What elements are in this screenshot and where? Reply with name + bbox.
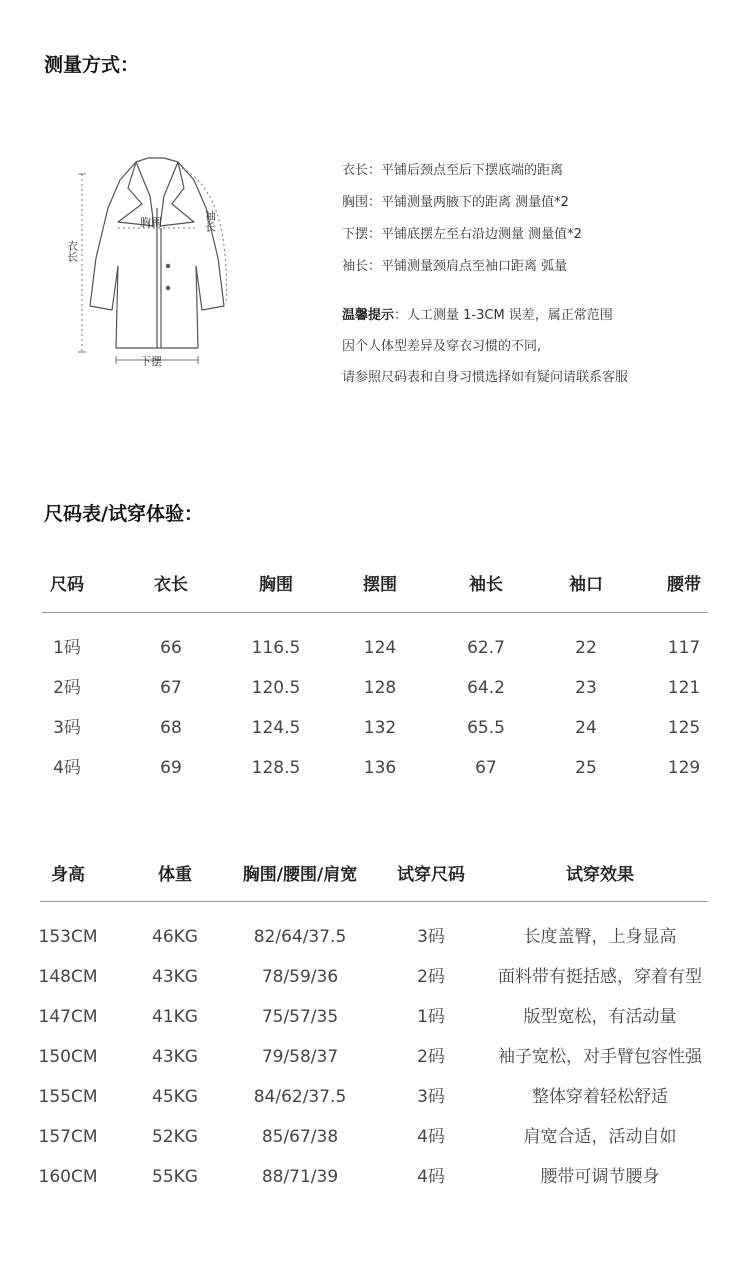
table-row	[0, 1042, 750, 1072]
header-cell: 袖口	[569, 575, 603, 595]
table-cell: 45KG	[152, 1087, 198, 1107]
tip-label: 温馨提示	[342, 308, 395, 323]
table-cell: 157CM	[38, 1127, 98, 1147]
table-row	[0, 753, 750, 783]
header-cell: 腰带	[667, 575, 701, 595]
table-cell: 2码	[53, 678, 81, 698]
table-cell: 88/71/39	[261, 1167, 339, 1187]
table-cell: 120.5	[251, 678, 301, 698]
header-cell: 衣长	[154, 575, 188, 595]
table-cell: 128.5	[251, 758, 301, 778]
table-cell: 43KG	[152, 1047, 198, 1067]
header-cell: 袖长	[469, 575, 503, 595]
table-cell: 155CM	[38, 1087, 98, 1107]
table-cell: 160CM	[38, 1167, 98, 1187]
table-cell: 1码	[53, 638, 81, 658]
table-cell: 2码	[417, 1047, 445, 1067]
table-cell: 124.5	[251, 718, 301, 738]
table-cell: 153CM	[38, 927, 98, 947]
table-cell: 腰带可调节腰身	[540, 1167, 660, 1187]
table-cell: 117	[667, 638, 701, 658]
header-cell: 尺码	[50, 575, 84, 595]
header-cell: 胸围	[259, 575, 293, 595]
note-length: 衣长：平铺后颈点至后下摆底端的距离	[342, 163, 564, 178]
note-sleeve: 袖长：平铺测量颈肩点至袖口距离 弧量	[342, 259, 568, 274]
table-cell: 面料带有挺括感，穿着有型	[498, 967, 702, 987]
table-cell: 4码	[53, 758, 81, 778]
table-cell: 69	[160, 758, 182, 778]
table-cell: 65.5	[467, 718, 505, 738]
try-on-header-row	[0, 860, 750, 890]
note-hem: 下摆：平铺底摆左至右沿边测量 测量值*2	[342, 227, 582, 242]
table-cell: 67	[160, 678, 182, 698]
measure-notes	[342, 160, 742, 288]
table-cell: 整体穿着轻松舒适	[532, 1087, 668, 1107]
table-cell: 121	[667, 678, 701, 698]
table-cell: 136	[363, 758, 397, 778]
table-cell: 25	[575, 758, 597, 778]
table-row	[0, 713, 750, 743]
tips	[342, 305, 742, 398]
table-cell: 124	[363, 638, 397, 658]
tip-line-3: 请参照尺码表和自身习惯选择如有疑问请联系客服	[342, 370, 629, 385]
table-row	[0, 1162, 750, 1192]
header-divider	[40, 901, 708, 902]
hem-label: 下摆	[140, 355, 162, 368]
table-cell: 3码	[417, 1087, 445, 1107]
table-cell: 1码	[417, 1007, 445, 1027]
tip-line-1	[342, 305, 742, 336]
table-row	[0, 633, 750, 663]
header-cell: 摆围	[363, 575, 397, 595]
table-cell: 22	[575, 638, 597, 658]
chest-label: 胸围	[140, 216, 162, 229]
table-row	[0, 1002, 750, 1032]
length-label: 衣长	[65, 240, 79, 262]
table-cell: 版型宽松，有活动量	[523, 1007, 677, 1027]
table-cell: 肩宽合适，活动自如	[523, 1127, 677, 1147]
header-cell: 胸围/腰围/肩宽	[242, 865, 358, 885]
table-cell: 4码	[417, 1167, 445, 1187]
header-divider	[42, 612, 708, 613]
table-cell: 24	[575, 718, 597, 738]
table-cell: 23	[575, 678, 597, 698]
note-chest: 胸围：平铺测量两腋下的距离 测量值*2	[342, 195, 569, 210]
table-cell: 2码	[417, 967, 445, 987]
table-cell: 132	[363, 718, 397, 738]
table-cell: 79/58/37	[261, 1047, 339, 1067]
table-row	[0, 922, 750, 952]
coat-diagram	[60, 148, 260, 378]
header-cell: 试穿尺码	[397, 865, 465, 885]
table-row	[0, 1122, 750, 1152]
sleeve-label: 袖长	[203, 210, 217, 232]
tip-line-2: 因个人体型差异及穿衣习惯的不同,	[342, 339, 542, 354]
tip-text: ：人工测量 1-3CM 误差，属正常范围	[394, 308, 613, 323]
table-cell: 75/57/35	[261, 1007, 339, 1027]
size-chart-header-row	[0, 570, 750, 600]
table-row	[0, 1082, 750, 1112]
table-cell: 128	[363, 678, 397, 698]
table-cell: 125	[667, 718, 701, 738]
table-cell: 150CM	[38, 1047, 98, 1067]
table-cell: 68	[160, 718, 182, 738]
table-cell: 4码	[417, 1127, 445, 1147]
table-cell: 67	[475, 758, 497, 778]
table-cell: 52KG	[152, 1127, 198, 1147]
table-cell: 66	[160, 638, 182, 658]
table-cell: 78/59/36	[261, 967, 339, 987]
table-cell: 147CM	[38, 1007, 98, 1027]
table-row	[0, 673, 750, 703]
table-cell: 41KG	[152, 1007, 198, 1027]
table-cell: 3码	[53, 718, 81, 738]
table-cell: 64.2	[467, 678, 505, 698]
table-cell: 长度盖臀，上身显高	[523, 927, 677, 947]
table-row	[0, 962, 750, 992]
table-cell: 85/67/38	[261, 1127, 339, 1147]
table-cell: 62.7	[467, 638, 505, 658]
table-cell: 148CM	[38, 967, 98, 987]
header-cell: 体重	[158, 865, 192, 885]
header-cell: 试穿效果	[566, 865, 634, 885]
table-cell: 46KG	[152, 927, 198, 947]
table-cell: 116.5	[251, 638, 301, 658]
table-cell: 82/64/37.5	[253, 927, 347, 947]
table-cell: 129	[667, 758, 701, 778]
table-cell: 84/62/37.5	[253, 1087, 347, 1107]
table-cell: 袖子宽松，对手臂包容性强	[498, 1047, 702, 1067]
measure-title: 测量方式：	[44, 54, 140, 76]
table-cell: 55KG	[152, 1167, 198, 1187]
header-cell: 身高	[51, 865, 85, 885]
size-chart-title: 尺码表/试穿体验：	[44, 503, 203, 525]
table-cell: 3码	[417, 927, 445, 947]
table-cell: 43KG	[152, 967, 198, 987]
